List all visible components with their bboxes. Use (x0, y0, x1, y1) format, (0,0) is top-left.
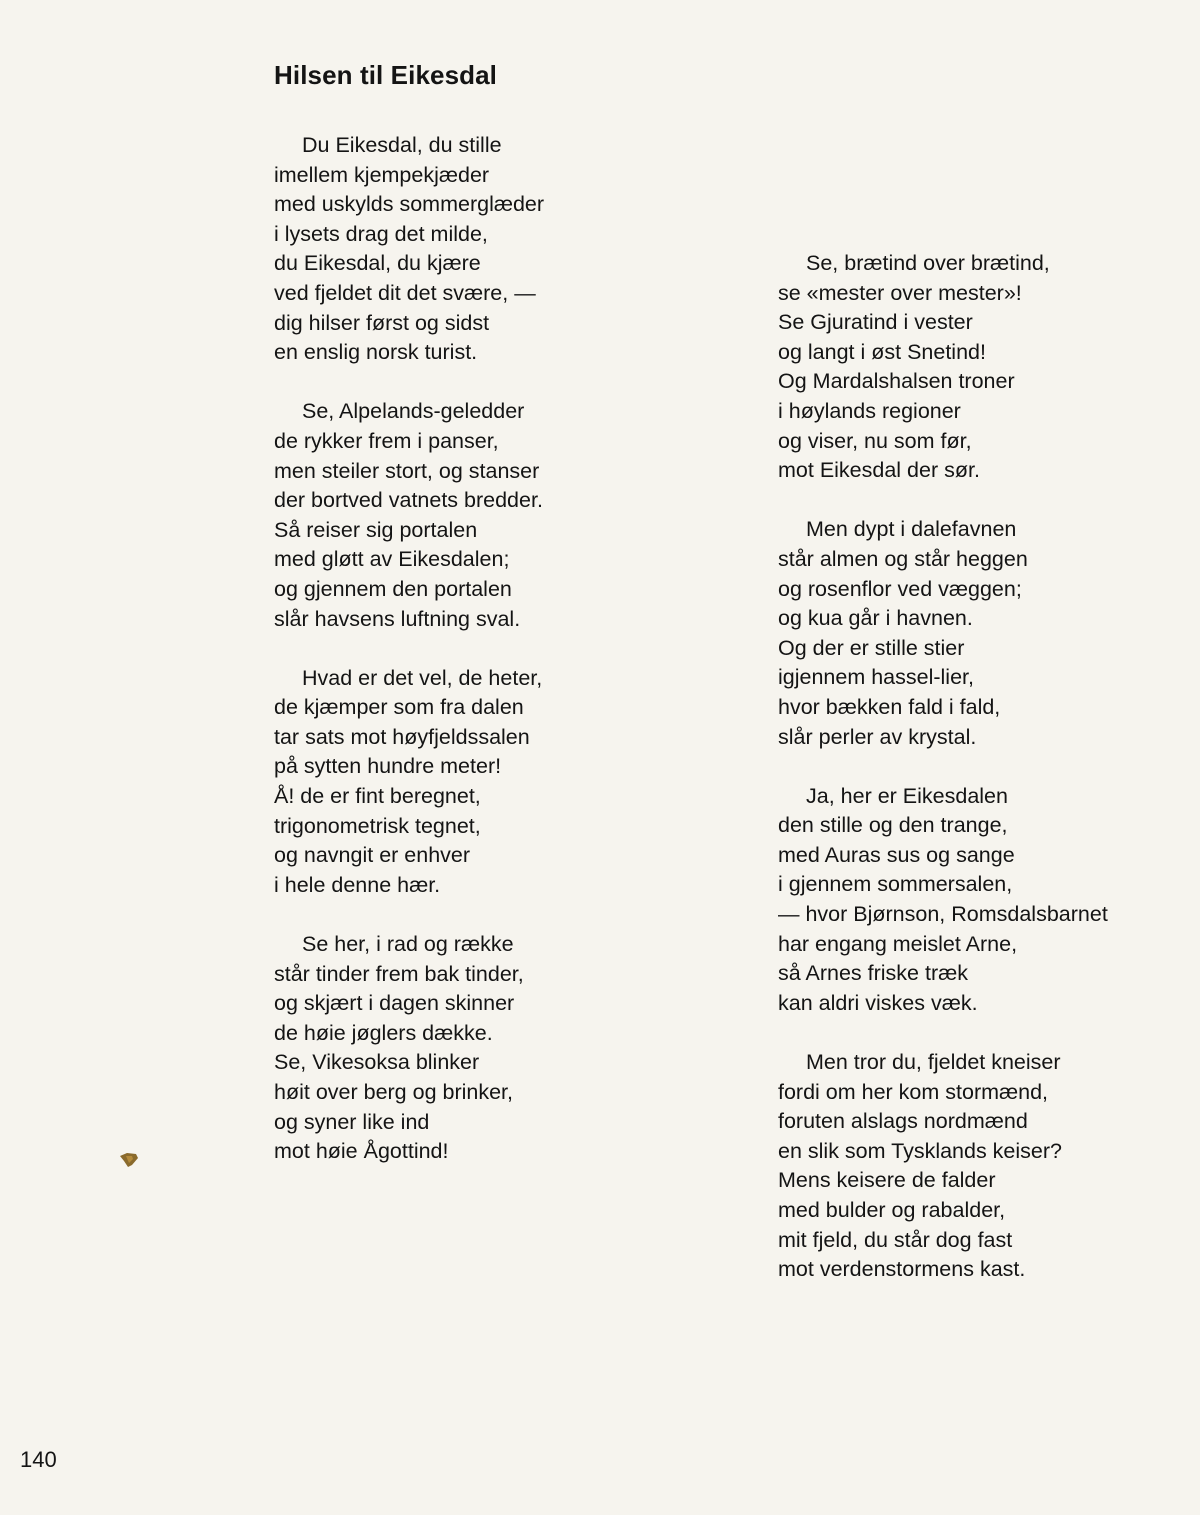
stanza (274, 664, 614, 901)
poem-line: Se, brætind over brætind, (806, 251, 1050, 275)
poem-title: Hilsen til Eikesdal (274, 60, 497, 90)
poem-line: Og Mardalshalsen troner (778, 369, 1015, 394)
poem-line: en slik som Tysklands keiser? (778, 1138, 1062, 1163)
poem-line: foruten alslags nordmænd (778, 1109, 1028, 1134)
paper-stain (118, 1150, 140, 1168)
poem-line: Se, Vikesoksa blinker (274, 1050, 480, 1075)
poem-line: Se, Alpelands-geledder (302, 399, 525, 424)
poem-line: og viser, nu som før, (778, 428, 972, 453)
poem-line: Mens keisere de falder (778, 1168, 996, 1193)
page-number: 140 (20, 1447, 57, 1472)
poem-line: i høylands regioner (778, 398, 961, 423)
poem-line: slår perler av krystal. (778, 724, 977, 749)
poem-line: mot høie Ågottind! (274, 1139, 449, 1164)
stanza (778, 782, 1178, 1019)
poem-line: står almen og står heggen (778, 546, 1028, 571)
poem-line: Du Eikesdal, du stille (302, 133, 502, 157)
poem-line: i lysets drag det milde, (274, 221, 488, 246)
stanza (778, 1048, 1178, 1285)
poem-line: mit fjeld, du står dog fast (778, 1227, 1013, 1252)
stanza (274, 397, 614, 634)
poem-line: Men dypt i dalefavnen (806, 517, 1017, 542)
stanza (778, 249, 1178, 486)
poem-line: Ja, her er Eikesdalen (806, 783, 1008, 808)
poem-line: med uskylds sommerglæder (274, 192, 545, 217)
poem-line: med Auras sus og sange (778, 842, 1015, 867)
poem-line: i hele denne hær. (274, 872, 441, 897)
poem-line: fordi om her kom stormænd, (778, 1079, 1049, 1104)
poem-line: på sytten hundre meter! (274, 754, 502, 779)
poem-line: se «mester over mester»! (778, 280, 1022, 305)
poem-line: Se her, i rad og række (302, 932, 514, 957)
poem-line: og gjennem den portalen (274, 576, 512, 601)
poem-line: der bortved vatnets bredder. (274, 488, 543, 513)
poem-line: så Arnes friske træk (778, 961, 968, 986)
poem-line: kan aldri viskes væk. (778, 990, 978, 1015)
poem-line: og syner like ind (274, 1109, 430, 1134)
poem-left-column (274, 131, 614, 1196)
poem-line: — hvor Bjørnson, Romsdalsbarnet (778, 902, 1108, 927)
poem-line: Og der er stille stier (778, 635, 965, 660)
poem-line: de høie jøglers dække. (274, 1020, 493, 1045)
poem-line: en enslig norsk turist. (274, 340, 478, 365)
poem-line: den stille og den trange, (778, 813, 1008, 838)
poem-line: og navngit er enhver (274, 843, 471, 868)
stanza (274, 131, 614, 368)
poem-line: de rykker frem i panser, (274, 428, 499, 453)
poem-line: med bulder og rabalder, (778, 1198, 1006, 1222)
poem-line: i gjennem sommersalen, (778, 872, 1013, 897)
poem-line: mot Eikesdal der sør. (778, 458, 980, 483)
poem-line: Hvad er det vel, de heter, (302, 665, 543, 690)
poem-line: har engang meislet Arne, (778, 931, 1018, 956)
poem-line: ved fjeldet dit det svære, — (274, 280, 536, 305)
poem-line: Å! de er fint beregnet, (274, 784, 481, 809)
poem-line: imellem kjempekjæder (274, 162, 490, 187)
poem-line: trigonometrisk tegnet, (274, 813, 481, 838)
poem-line: igjennem hassel-lier, (778, 665, 974, 690)
poem-line: men steiler stort, og stanser (274, 458, 540, 483)
poem-right-column (778, 249, 1178, 1314)
poem-line: høit over berg og brinker, (274, 1080, 514, 1104)
stanza (778, 515, 1178, 752)
poem-line: tar sats mot høyfjeldssalen (274, 724, 530, 749)
poem-line: Se Gjuratind i vester (778, 310, 973, 335)
poem-line: og langt i øst Snetind! (778, 339, 986, 364)
poem-line: og skjært i dagen skinner (274, 991, 515, 1016)
poem-line: står tinder frem bak tinder, (274, 961, 524, 986)
poem-line: hvor bækken fald i fald, (778, 694, 1001, 719)
stanza (274, 930, 614, 1167)
poem-line: mot verdenstormens kast. (778, 1257, 1026, 1282)
poem-line: slår havsens luftning sval. (274, 606, 521, 631)
poem-line: og kua går i havnen. (778, 606, 973, 631)
poem-line: Så reiser sig portalen (274, 517, 478, 542)
poem-line: og rosenflor ved væggen; (778, 576, 1022, 601)
poem-line: dig hilser først og sidst (274, 310, 490, 335)
poem-line: du Eikesdal, du kjære (274, 251, 481, 276)
poem-line: med gløtt av Eikesdalen; (274, 547, 510, 572)
poem-line: Men tror du, fjeldet kneiser (806, 1050, 1061, 1075)
poem-line: de kjæmper som fra dalen (274, 695, 524, 720)
